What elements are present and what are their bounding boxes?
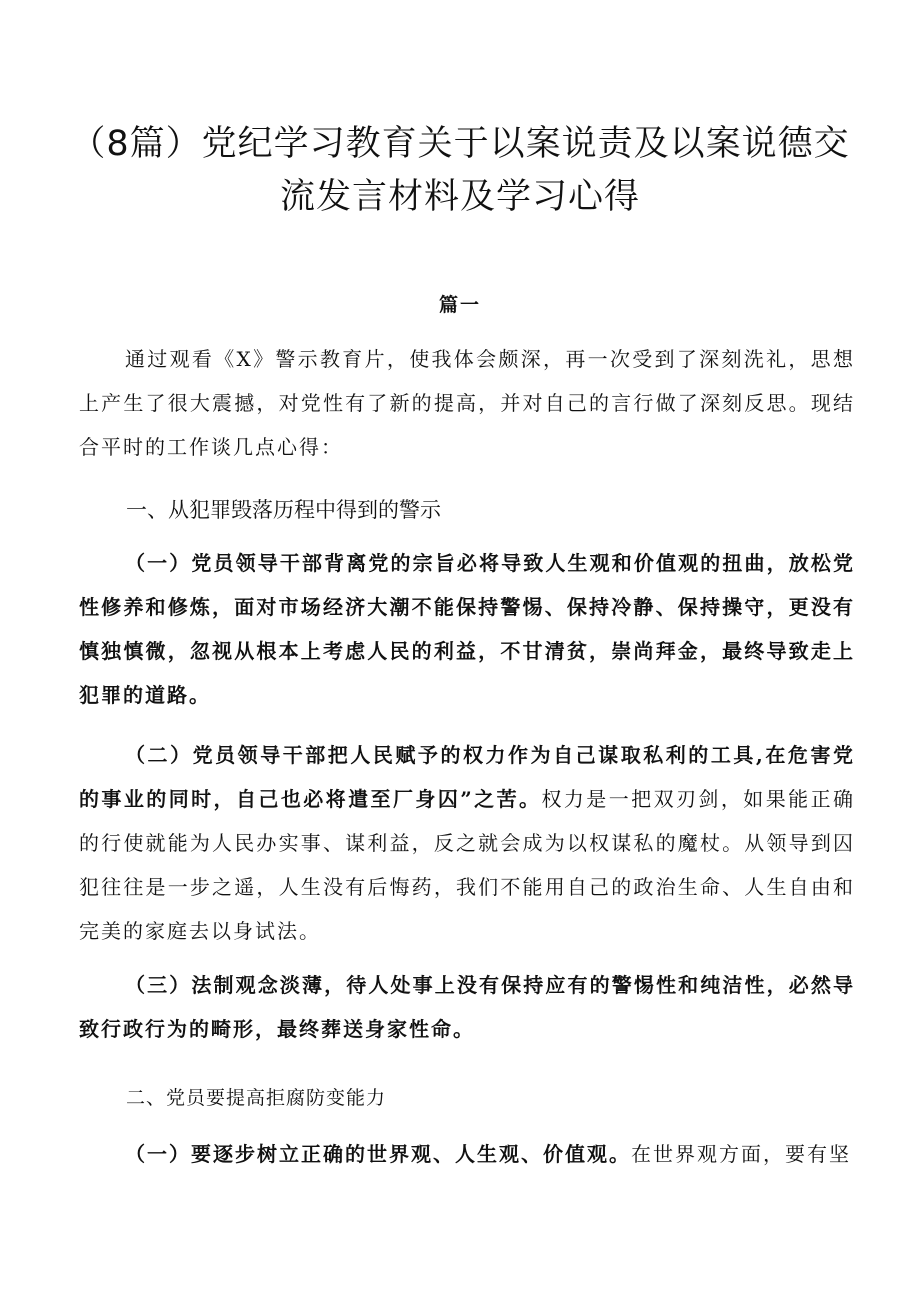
document-title-line1: （8篇）党纪学习教育关于以案说责及以案说德交 [70,124,850,164]
paragraph-item-2-lead: （二）党员领导干部把人民赋予的权力作为自己谋取私利的工具,在危害党的事业的同时，自己也必将遣至厂身囚”之苦。 [79,743,855,811]
paragraph-item-4-body: 在世界观方面，要有坚 [631,1142,851,1166]
heading-warnings: 一、从犯罪毁落历程中得到的警示 [126,498,441,522]
intro-paragraph: 通过观看《X》警示教育片，使我体会颇深，再一次受到了深刻洗礼，思想上产生了很大震撼，对党性有了新的提高，并对自己的言行做了深刻反思。现结合平时的工作谈几点心得： [79,347,855,459]
heading-anti-corruption: 二、党员要提高拒腐防变能力 [126,1087,387,1109]
paragraph-item-4 [79,1132,855,1176]
paragraph-item-3: （三）法制观念淡薄，待人处事上没有保持应有的警惕性和纯洁性，必然导致行政行为的畸形，最终葬送身家性命。 [79,973,855,1041]
paragraph-item-1: （一）党员领导干部背离党的宗旨必将导致人生观和价值观的扭曲，放松党性修养和修炼，面对市场经济大潮不能保持警惕、保持冷静、保持操守，更没有慎独慎微，忽视从根本上考虑人民的利益，不甘清贫，崇尚拜金，最终导致走上犯罪的道路。 [79,551,855,707]
paragraph-item-2-body: 权力是一把双刃剑，如果能正确的行使就能为人民办实事、谋利益，反之就会成为以权谋私的魔杖。从领导到囚犯往往是一步之遥，人生没有后悔药，我们不能用自己的政治生命、人生自由和完美的家庭去以身试法。 [79,787,855,943]
section-label: 篇一 [438,294,481,316]
paragraph-item-4-lead: （一）要逐步树立正确的世界观、人生观、价值观。 [125,1142,631,1166]
paragraph-item-2 [79,733,855,953]
document-title-line2: 流发言材料及学习心得 [279,177,640,217]
